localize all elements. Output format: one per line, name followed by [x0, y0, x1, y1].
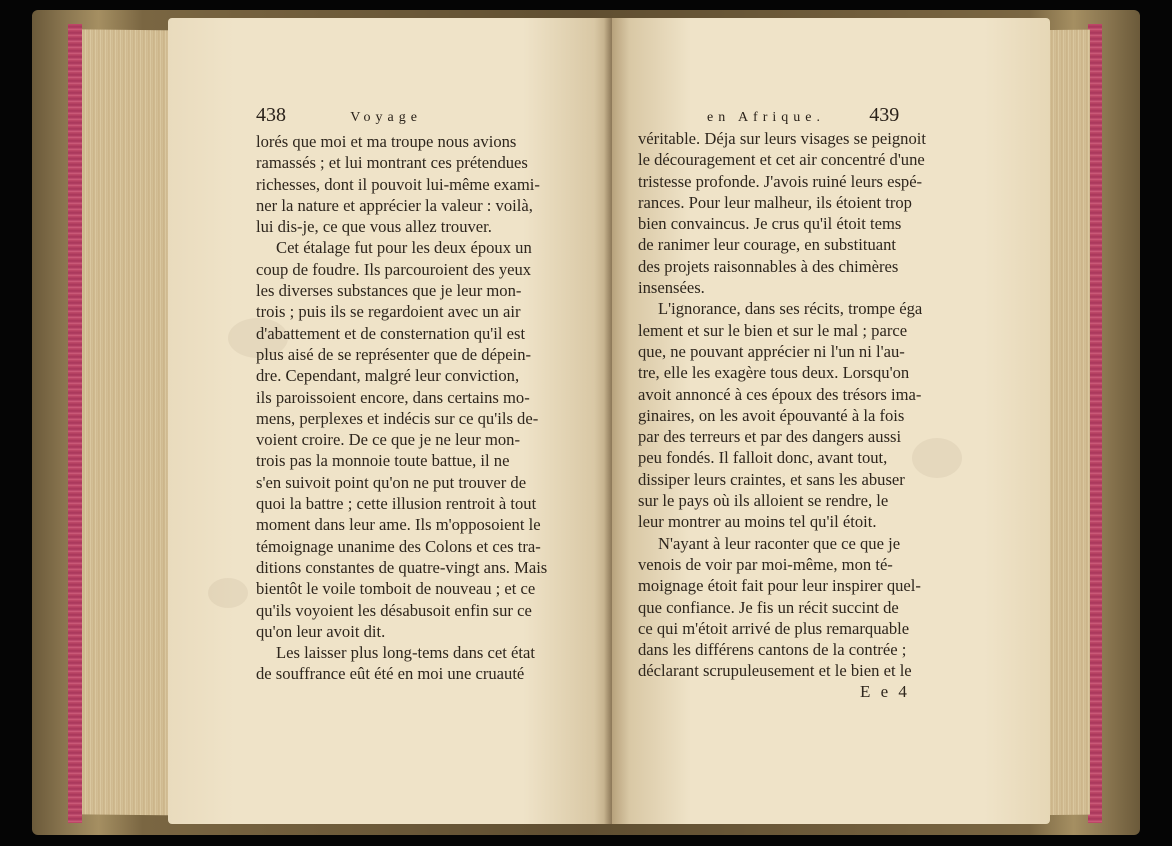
left-cover-edge	[68, 24, 82, 823]
text-line: ils paroissoient encore, dans certains mo-	[256, 387, 530, 407]
text-line: peu fondés. Il falloit donc, avant tout,	[638, 448, 888, 468]
text-line: lement et sur le bien et sur le mal ; parce	[638, 320, 908, 340]
right-page	[612, 18, 1050, 824]
text-line: des projets raisonnables à des chimères	[638, 256, 899, 276]
text-line: sur le pays où ils alloient se rendre, le	[638, 491, 889, 511]
text-line: coup de foudre. Ils parcouroient des yeux	[256, 259, 532, 279]
text-line: bientôt le voile tomboit de nouveau ; et ce	[256, 579, 536, 599]
text-line: Les laisser plus long-tems dans cet état	[276, 643, 535, 663]
text-line: rances. Pour leur malheur, ils étoient trop	[638, 192, 912, 212]
text-line: voient croire. De ce que je ne leur mon-	[256, 430, 521, 450]
text-line: par des terreurs et par des dangers aussi	[638, 427, 902, 447]
text-line: qu'on leur avoit dit.	[256, 621, 386, 641]
text-line: dissiper leurs craintes, et sans les abuser	[638, 469, 905, 489]
text-line: N'ayant à leur raconter que ce que je	[658, 533, 901, 553]
text-line: insensées.	[638, 278, 705, 298]
text-line: plus aisé de se représenter que de dépein-	[256, 344, 532, 364]
text-line: moment dans leur ame. Ils m'opposoient le	[256, 515, 541, 535]
text-line: déclarant scrupuleusement et le bien et le	[638, 661, 912, 681]
text-line: ce qui m'étoit arrivé de plus remarquable	[638, 618, 910, 638]
left-page-header	[256, 104, 422, 127]
text-line: richesses, dont il pouvoit lui-même exami-	[256, 174, 540, 194]
text-line: tristesse profonde. J'avois ruiné leurs espé-	[638, 171, 923, 191]
right-page-number: 439	[869, 104, 900, 126]
text-line: Cet étalage fut pour les deux époux un	[276, 238, 532, 258]
text-line: L'ignorance, dans ses récits, trompe éga	[658, 299, 923, 319]
text-line: avoit annoncé à ces époux des trésors ima-	[638, 384, 922, 404]
text-line: d'abattement et de consternation qu'il est	[256, 323, 526, 343]
text-line: bien convaincus. Je crus qu'il étoit tems	[638, 214, 902, 234]
text-line: les diverses substances que je leur mon-	[256, 281, 522, 301]
right-page-header	[707, 104, 899, 127]
text-line: ditions constantes de quatre-vingt ans. Mais	[256, 557, 548, 577]
text-line: venois de voir par moi-même, mon té-	[638, 554, 893, 574]
text-line: dans les différens cantons de la contrée ;	[638, 640, 907, 660]
text-line: quoi la battre ; cette illusion rentroit à tout	[256, 494, 537, 514]
signature-mark: E e 4	[860, 682, 910, 701]
text-line: lui dis-je, ce que vous allez trouver.	[256, 217, 492, 237]
text-line: témoignage unanime des Colons et ces tra-	[256, 536, 541, 556]
text-line: lorés que moi et ma troupe nous avions	[256, 132, 517, 151]
right-page-text	[638, 128, 956, 682]
right-running-head: en Afrique.	[707, 110, 825, 125]
text-line: tre, elle les exagère tous deux. Lorsqu'on	[638, 363, 910, 383]
text-line: que, ne pouvant apprécier ni l'un ni l'au-	[638, 341, 905, 361]
text-line: trois pas la monnoie toute battue, il ne	[256, 451, 510, 471]
left-page	[168, 18, 612, 824]
text-line: de souffrance eût été en moi une cruauté	[256, 664, 525, 684]
text-line: leur montrer au moins tel qu'il étoit.	[638, 512, 877, 532]
left-running-head: Voyage	[350, 110, 422, 125]
text-line: ramassés ; et lui montrant ces prétendues	[256, 153, 528, 173]
text-line: ner la nature et apprécier la valeur : voilà,	[256, 195, 533, 215]
text-line: ginaires, on les avoit épouvanté à la fois	[638, 405, 905, 425]
text-line: véritable. Déja sur leurs visages se peignoit	[638, 129, 927, 148]
text-line: trois ; puis ils se regardoient avec un air	[256, 302, 521, 322]
text-line: le découragement et cet air concentré d'une	[638, 150, 925, 170]
text-line: s'en suivoit point qu'on ne put trouver de	[256, 472, 527, 492]
left-page-number: 438	[256, 104, 286, 126]
text-line: mens, perplexes et indécis sur ce qu'ils de-	[256, 408, 539, 428]
text-line: dre. Cependant, malgré leur conviction,	[256, 366, 520, 386]
foxing-spot	[208, 578, 248, 608]
text-line: de ranimer leur courage, en substituant	[638, 235, 897, 255]
text-line: moignage étoit fait pour leur inspirer quel-	[638, 576, 921, 596]
text-line: que confiance. Je fis un récit succint de	[638, 597, 899, 617]
text-line: qu'ils voyoient les désabusoit enfin sur ce	[256, 600, 532, 620]
right-cover-edge	[1088, 24, 1102, 823]
left-page-text	[256, 131, 590, 685]
